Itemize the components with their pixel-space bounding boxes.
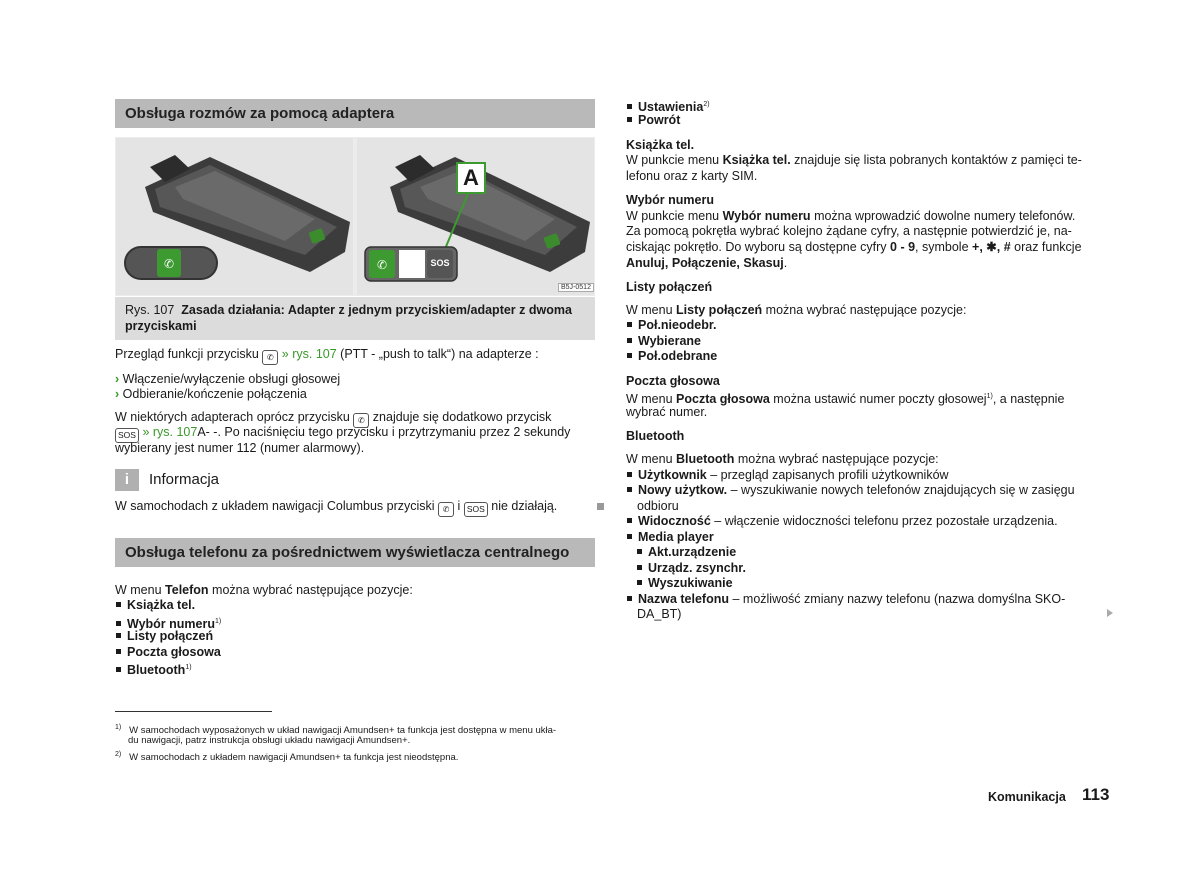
paragraph-text: W punkcie menu: [626, 153, 720, 167]
figure-code: B5J-0512: [558, 283, 594, 292]
menu-item: [626, 318, 717, 334]
sos-button-icon: SOS: [464, 502, 488, 517]
menu-item-label: Ustawienia: [638, 100, 704, 115]
menu-item-label: Wybierane: [638, 334, 701, 348]
menu-item-label: Bluetooth: [127, 663, 186, 678]
sos-button-label: SOS: [430, 258, 450, 268]
figure-107: [115, 137, 595, 296]
menu-item-label: Listy połączeń: [127, 629, 214, 643]
menu-intro-bold: Telefon: [165, 583, 209, 597]
overview-text: Przegląd funkcji przycisku: [115, 347, 259, 361]
paragraph-line: [626, 303, 966, 319]
overview-text-end: (PTT - „push to talk“) na adapterze :: [340, 347, 539, 361]
section-title-adapter: Obsługa rozmów za pomocą adaptera: [115, 99, 595, 128]
paragraph-text: W menu: [626, 392, 673, 407]
menu-item: [115, 629, 213, 645]
submenu-item-label: Wyszukiwanie: [648, 576, 733, 590]
menu-intro: [115, 583, 413, 599]
paragraph-line: wybrać numer.: [626, 405, 708, 419]
caption-number: Rys. 107: [125, 303, 175, 317]
footnote-1-cont: du nawigacji, patrz instrukcja obsługi układu nawigacji Amundsen+.: [128, 735, 411, 746]
menu-item-label: Poł.nieodebr.: [638, 318, 717, 332]
arrow-item-label: Odbieranie/kończenie połączenia: [122, 387, 307, 401]
caption-title-1: Zasada działania: Adapter z jednym przyciskiem/adapter z dwoma: [181, 303, 572, 317]
paragraph-text: W niektórych adapterach oprócz przycisku: [115, 410, 350, 424]
footnote-ref: 1): [214, 618, 222, 625]
menu-item-label: Media player: [638, 530, 714, 544]
menu-item-label: Poczta głosowa: [127, 645, 221, 659]
menu-item-label: Nazwa telefonu: [638, 592, 729, 606]
sos-button-icon: SOS: [115, 428, 139, 443]
menu-item: [626, 113, 680, 129]
paragraph-text: można ustawić numer poczty głosowej: [773, 392, 987, 407]
subheading-ksiazka: Książka tel.: [626, 138, 695, 152]
menu-item: [115, 645, 221, 661]
info-icon: i: [115, 469, 139, 491]
footnote-ref: 1): [986, 393, 993, 400]
menu-item: [626, 349, 717, 365]
paragraph-line: lefonu oraz z karty SIM.: [626, 169, 758, 183]
paragraph-bold: Bluetooth: [676, 452, 735, 466]
menu-item-label: Powrót: [638, 113, 681, 127]
ptt-button-icon: ✆: [262, 350, 278, 365]
submenu-item: [636, 561, 746, 577]
submenu-item-label: Akt.urządzenie: [648, 545, 737, 559]
info-text-part: i: [457, 499, 461, 513]
menu-item: [626, 334, 701, 350]
paragraph-bold: Wybór numeru: [722, 209, 811, 223]
footer-chapter: Komunikacja: [988, 790, 1066, 804]
arrow-item: › Włączenie/wyłączenie obsługi głosowej: [115, 372, 341, 386]
menu-item-label: Książka tel.: [127, 598, 196, 612]
footnote-ref: 1): [185, 664, 192, 671]
paragraph-text: znajduje się lista pobranych kontaktów z pamięci te-: [794, 153, 1082, 167]
footnote-number: 2): [115, 751, 122, 758]
paragraph-text: , symbole: [915, 240, 969, 254]
paragraph-text: ciskając pokrętło. Do wyboru są dostępne cyfry: [626, 240, 887, 254]
menu-item-desc: – włączenie widoczności telefonu przez pozostałe urządzenia.: [714, 514, 1058, 528]
info-title: Informacja: [149, 471, 220, 488]
menu-item-label: Wybór numeru: [127, 617, 215, 632]
figure-illustration: [115, 137, 595, 296]
paragraph-line: Anuluj, Połączenie, Skasuj.: [626, 256, 788, 270]
paragraph-text: W punkcie menu: [626, 209, 720, 223]
subheading-wybor: Wybór numeru: [626, 193, 714, 207]
paragraph-bold: Poczta głosowa: [676, 392, 770, 407]
paragraph-bold: Anuluj, Połączenie, Skasuj: [626, 256, 784, 270]
paragraph-bold: Listy połączeń: [676, 303, 763, 317]
menu-item-desc: – wyszukiwanie nowych telefonów znajdujących się w zasięgu: [730, 483, 1075, 497]
menu-item: [115, 598, 195, 614]
figure-link[interactable]: » rys. 107: [142, 425, 198, 439]
info-text-part: nie działają.: [491, 499, 558, 513]
paragraph-text: W menu: [626, 303, 673, 317]
menu-item-label: Nowy użytkow.: [638, 483, 728, 497]
paragraph-bold: Książka tel.: [722, 153, 791, 167]
menu-item-cont: DA_BT): [637, 607, 682, 621]
menu-intro-text: można wybrać następujące pozycje:: [212, 583, 413, 597]
figure-caption: [115, 297, 595, 340]
arrow-item: › Odbieranie/kończenie połączenia: [115, 387, 307, 401]
menu-item: [626, 514, 1058, 530]
paragraph-line: Za pomocą pokrętła wybrać kolejno żądane cyfry, a następnie potwierdzić je, na-: [626, 224, 1072, 238]
menu-item: [626, 483, 1075, 499]
continue-arrow-icon: [1107, 609, 1113, 617]
paragraph-line: [626, 452, 939, 468]
paragraph-text: można wybrać następujące pozycje:: [737, 452, 939, 466]
paragraph-line: [626, 240, 1082, 256]
menu-item-label: Widoczność: [638, 514, 711, 528]
paragraph-bold: +, ✱, #: [972, 240, 1011, 254]
footnote-divider: [115, 711, 272, 712]
page-number: 113: [1082, 785, 1110, 804]
ptt-button-icon: ✆: [438, 502, 454, 517]
footnote-text: W samochodach z układem nawigacji Amundsen+ ta funkcja jest nieodstępna.: [129, 752, 459, 764]
paragraph-line: [626, 209, 1075, 225]
paragraph-text: , a następnie: [992, 392, 1065, 407]
paragraph-text: można wprowadzić dowolne numery telefonów.: [814, 209, 1076, 223]
section-title-telefon: Obsługa telefonu za pośrednictwem wyświetlacza centralnego: [115, 538, 595, 567]
figure-link[interactable]: » rys. 107: [281, 347, 337, 361]
menu-intro-text: W menu: [115, 583, 162, 597]
paragraph-text: A- -. Po naciśnięciu tego przycisku i przytrzymaniu przez 2 sekundy: [197, 425, 571, 439]
svg-text:✆: ✆: [376, 258, 388, 272]
paragraph-text: można wybrać następujące pozycje:: [765, 303, 967, 317]
ptt-button-icon: ✆: [353, 413, 369, 428]
caption-title-2: przyciskami: [125, 319, 197, 333]
overview-line: [115, 347, 539, 365]
arrow-item-label: Włączenie/wyłączenie obsługi głosowej: [122, 372, 341, 386]
footnote-number: 1): [115, 724, 122, 731]
menu-item-desc: – przegląd zapisanych profili użytkowników: [710, 468, 949, 482]
footnote-text: W samochodach wyposażonych w układ nawigacji Amundsen+ ta funkcja jest dostępna w menu ukła-: [129, 725, 557, 737]
info-text-part: W samochodach z układem nawigacji Columbus przyciski: [115, 499, 435, 513]
submenu-item: [636, 545, 736, 561]
menu-item: [626, 530, 714, 546]
menu-item-label: Poł.odebrane: [638, 349, 718, 363]
paragraph-text: oraz funkcje: [1014, 240, 1082, 254]
paragraph-line: wybierany jest numer 112 (numer alarmowy).: [115, 441, 365, 455]
menu-item: [626, 592, 1065, 608]
paragraph-text: W menu: [626, 452, 673, 466]
svg-text:✆: ✆: [163, 257, 175, 271]
subheading-listy: Listy połączeń: [626, 280, 713, 294]
paragraph-bold: 0 - 9: [890, 240, 916, 254]
submenu-item-label: Urządz. zsynchr.: [648, 561, 746, 575]
paragraph-line: [626, 153, 1082, 169]
menu-item-label: Użytkownik: [638, 468, 707, 482]
subheading-bluetooth: Bluetooth: [626, 429, 685, 443]
subheading-poczta: Poczta głosowa: [626, 374, 720, 388]
menu-item-desc: – możliwość zmiany nazwy telefonu (nazwa domyślna SKO-: [732, 592, 1066, 606]
info-text: [115, 499, 557, 517]
figure-callout-a: A: [456, 162, 486, 194]
menu-item-cont: odbioru: [637, 499, 679, 513]
menu-item: [115, 660, 192, 679]
end-marker-icon: [597, 503, 604, 510]
submenu-item: [636, 576, 733, 592]
paragraph-text: znajduje się dodatkowo przycisk: [372, 410, 552, 424]
footnote-2: [115, 748, 458, 764]
footnote-ref: 2): [703, 101, 710, 108]
menu-item: [626, 468, 949, 484]
